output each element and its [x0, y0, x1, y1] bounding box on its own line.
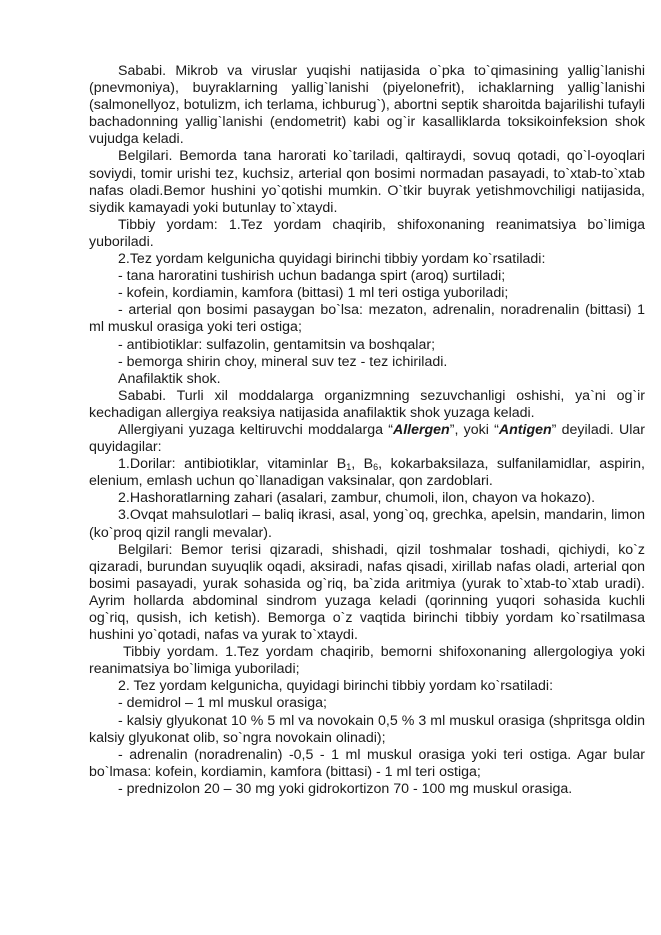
drugs-text-end: , kokarbaksilaza, sulfanilamidlar, aspirin, elenium, emlash uchun qo`llanadigan vaksinalar, qon zardoblari. [89, 456, 646, 490]
subscript-b1: 1 [346, 462, 352, 473]
drugs-text-start: 1.Dorilar: antibiotiklar, vitaminlar B [118, 456, 347, 473]
toxic-shock-aid-step-1: Tibbiy yordam: 1.Tez yordam chaqirib, shifoxonaning reanimatsiya bo`limiga yuboriladi. [89, 216, 645, 250]
anaphylaxis-cause: Sababi. Turli xil moddalarga organizmning sezuvchanligi oshishi, ya`ni og`ir kechadigan allergiya reaksiya natijasida anafilaktik shok yuzaga keladi. [89, 387, 645, 421]
list-item: - arterial qon bosimi pasaygan bo`lsa: mezaton, adrenalin, noradrenalin (bittasi) 1 ml muskul orasiga yoki teri ostiga; [89, 302, 645, 336]
toxic-shock-aid-step-2: 2.Tez yordam kelgunicha quyidagi birinchi tibbiy yordam ko`rsatiladi: [118, 251, 546, 268]
list-item: - tana haroratini tushirish uchun badanga spirt (aroq) surtiladi; [118, 268, 506, 285]
allergen-list-foods: 3.Ovqat mahsulotlari – baliq ikrasi, asal, yong`oq, grechka, apelsin, mandarin, limon (ko`proq qizil rangli mevalar). [89, 507, 645, 541]
list-item: - antibiotiklar: sulfazolin, gentamitsin va boshqalar; [118, 336, 436, 353]
anaphylaxis-aid-step-1: Tibbiy yordam. 1.Tez yordam chaqirib, bemorni shifoxonaning allergologiya yoki reanimatsiya bo`limiga yuboriladi; [89, 644, 645, 678]
term-antigen: Antigen [498, 421, 552, 438]
allergen-list-insects: 2.Hashoratlarning zahari (asalari, zambur, chumoli, ilon, chayon va hokazo). [118, 490, 596, 507]
list-item: - demidrol – 1 ml muskul orasiga; [118, 695, 327, 712]
list-item: - adrenalin (noradrenalin) -0,5 - 1 ml muskul orasiga yoki teri ostiga. Agar bular bo`lmasa: kofein, kordiamin, kamfora (bittasi) - 1 ml teri ostiga; [89, 746, 645, 780]
allergen-list-drugs [89, 456, 645, 490]
toxic-shock-cause: Sababi. Mikrob va viruslar yuqishi natijasida o`pka to`qimasining yallig`lanishi (pnevmoniya), buyraklarning yallig`lanishi (piyelonefrit), ichaklarning yallig`lanishi (salmonellyoz, botulizm, ich terlama, ichburug`), abortni septik sharoitda bajarilishi tufayli bachadonning yallig`lanishi (endometrit) kabi og`ir kasalliklarda toksikoinfeksion shok vujudga keladi. [89, 63, 645, 148]
list-item: - bemorga shirin choy, mineral suv tez - tez ichiriladi. [118, 353, 448, 370]
anaphylaxis-symptoms: Belgilari: Bemor terisi qizaradi, shishadi, qizil toshmalar toshadi, qichiydi, ko`z qizaradi, burundan suyuqlik oqadi, aksiradi, nafas qisadi, xirillab nafas oladi, arterial qon bosimi pasayadi, yurak sohasida og`riq, ba`zida aritmiya (yurak to`xtab-to`xtab uradi). Ayrim hollarda abdominal sindrom yuzaga keladi (qorinning yuqori sohasida kuchli og`riq, qusish, ich ketish). Bemorga o`z vaqtida birinchi tibbiy yordam ko`rsatilmasa hushini yo`qotadi, nafas va yurak to`xtaydi. [89, 541, 645, 644]
list-item: - prednizolon 20 – 30 mg yoki gidrokortizon 70 - 100 mg muskul orasiga. [118, 780, 573, 797]
anaphylaxis-aid-step-2: 2. Tez yordam kelgunicha, quyidagi birinchi tibbiy yordam ko`rsatiladi: [118, 678, 554, 695]
allergen-definition-end: ” deyiladi. Ular quyidagilar: [89, 421, 645, 456]
allergen-definition-middle: ”, yoki “ [449, 421, 499, 438]
list-item: - kofein, kordiamin, kamfora (bittasi) 1 ml teri ostiga yuboriladi; [118, 285, 509, 302]
document-body [89, 63, 645, 798]
toxic-shock-symptoms: Belgilari. Bemorda tana harorati ko`tariladi, qaltiraydi, sovuq qotadi, qo`l-oyoqlari soviydi, tomir urishi tez, kuchsiz, arterial qon bosimi normadan pasayadi, to`xtab-to`xtab nafas oladi.Bemor hushini yo`qotishi mumkin. O`tkir buyrak yetishmovchiligi natijasida, siydik kamayadi yoki butunlay to`xtaydi. [89, 148, 645, 216]
allergen-definition-start: Allergiyani yuzaga keltiruvchi moddalarga “ [118, 421, 393, 438]
allergen-definition [89, 422, 645, 456]
section-heading-anaphylactic-shock: Anafilaktik shok. [118, 370, 221, 387]
subscript-b6: 6 [373, 462, 379, 473]
drugs-text-middle: , B [351, 456, 374, 473]
term-allergen: Allergen [392, 421, 450, 438]
list-item: - kalsiy glyukonat 10 % 5 ml va novokain 0,5 % 3 ml muskul orasiga (shpritsga oldin kalsiy glyukonat olib, so`ngra novokain olinadi); [89, 712, 645, 746]
